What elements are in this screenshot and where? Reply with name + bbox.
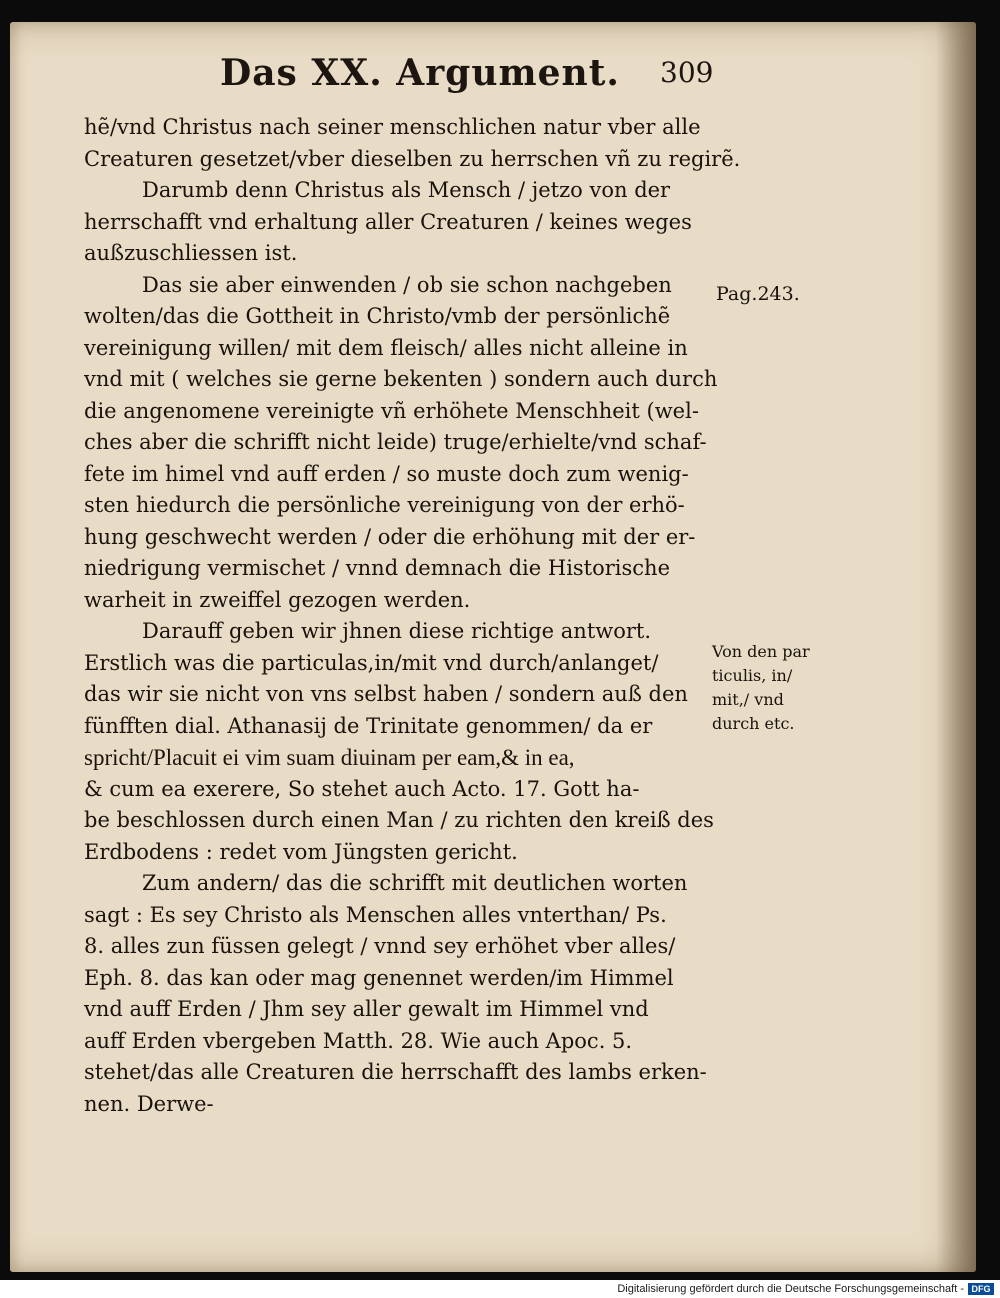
text-line: Eph. 8. das kan oder mag genennet werden/im Himmel	[84, 965, 674, 990]
text-line: Darauff geben wir jhnen diese richtige antwort.	[142, 619, 652, 643]
text-line: hẽ/vnd Christus nach seiner menschlichen natur vber alle	[84, 115, 701, 139]
text-line: fete im himel vnd auff erden / so muste doch zum wenig-	[84, 461, 689, 486]
running-title: Das XX. Argument.	[220, 52, 620, 94]
text-line: wolten/das die Gottheit in Christo/vmb der persönlichẽ	[84, 304, 671, 328]
text-line: & cum ea exerere, So stehet auch Acto. 17. Gott ha-	[84, 776, 640, 801]
text-line: Creaturen gesetzet/vber dieselben zu herrschen vñ zu regirẽ.	[84, 146, 741, 171]
margin-note-particulis	[712, 640, 810, 736]
dfg-logo: DFG	[968, 1283, 994, 1295]
text-line: herrschafft vnd erhaltung aller Creaturen / keines weges	[84, 209, 692, 234]
text-line: fünfften dial. Athanasij de Trinitate genommen/ da er	[84, 713, 653, 738]
text-line: sagt : Es sey Christo als Menschen alles vnterthan/ Ps.	[84, 902, 667, 927]
body-text	[84, 112, 741, 1120]
footer-bar	[0, 1280, 1000, 1298]
text-line: das wir sie nicht von vns selbst haben / sondern auß den	[84, 682, 688, 706]
text-line: Darumb denn Christus als Mensch / jetzo von der	[142, 178, 671, 202]
text-line: nen. Derwe-	[84, 1091, 214, 1116]
text-line: niedrigung vermischet / vnnd demnach die Historische	[84, 556, 671, 580]
text-line: 8. alles zun füssen gelegt / vnnd sey erhöhet vber alles/	[84, 934, 676, 958]
text-line: hung geschwecht werden / oder die erhöhung mit der er-	[84, 524, 696, 549]
text-line: die angenomene vereinigte vñ erhöhete Menschheit (wel-	[84, 398, 699, 423]
page-number: 309	[660, 56, 714, 89]
text-line: vereinigung willen/ mit dem fleisch/ alles nicht alleine in	[84, 335, 688, 360]
text-line: vnd mit ( welches sie gerne bekenten ) sondern auch durch	[84, 367, 718, 391]
text-line: Erstlich was die particulas,in/mit vnd durch/anlanget/	[84, 650, 659, 675]
text-line: Das sie aber einwenden / ob sie schon nachgeben	[142, 272, 672, 297]
text-line: spricht/Placuit ei vim suam diuinam per eam,& in ea,	[84, 745, 575, 770]
text-line: ches aber die schrifft nicht leide) truge/erhielte/vnd schaf-	[84, 430, 707, 454]
margin-note-line: mit,/ vnd	[712, 690, 784, 709]
text-line: be beschlossen durch einen Man / zu richten den kreiß des	[84, 808, 714, 832]
spine-shadow	[936, 22, 976, 1272]
margin-note-line: Von den par	[712, 642, 810, 661]
page-header	[220, 52, 720, 100]
text-line: auff Erden vbergeben Matth. 28. Wie auch Apoc. 5.	[84, 1028, 633, 1053]
margin-note-line: durch etc.	[712, 714, 795, 733]
funding-credit: Digitalisierung gefördert durch die Deutsche Forschungsgemeinschaft -	[617, 1283, 964, 1295]
text-line: Zum andern/ das die schrifft mit deutlichen worten	[142, 871, 688, 895]
text-line: Erdbodens : redet vom Jüngsten gericht.	[84, 839, 518, 864]
margin-note-page-ref: Pag.243.	[716, 283, 800, 305]
text-line: vnd auff Erden / Jhm sey aller gewalt im Himmel vnd	[84, 997, 649, 1021]
text-line: außzuschliessen ist.	[84, 241, 298, 265]
text-line: sten hiedurch die persönliche vereinigung von der erhö-	[84, 493, 685, 517]
text-line: warheit in zweiffel gezogen werden.	[84, 587, 471, 612]
margin-note-line: ticulis, in/	[712, 666, 793, 685]
text-line: stehet/das alle Creaturen die herrschafft des lambs erken-	[84, 1060, 707, 1084]
